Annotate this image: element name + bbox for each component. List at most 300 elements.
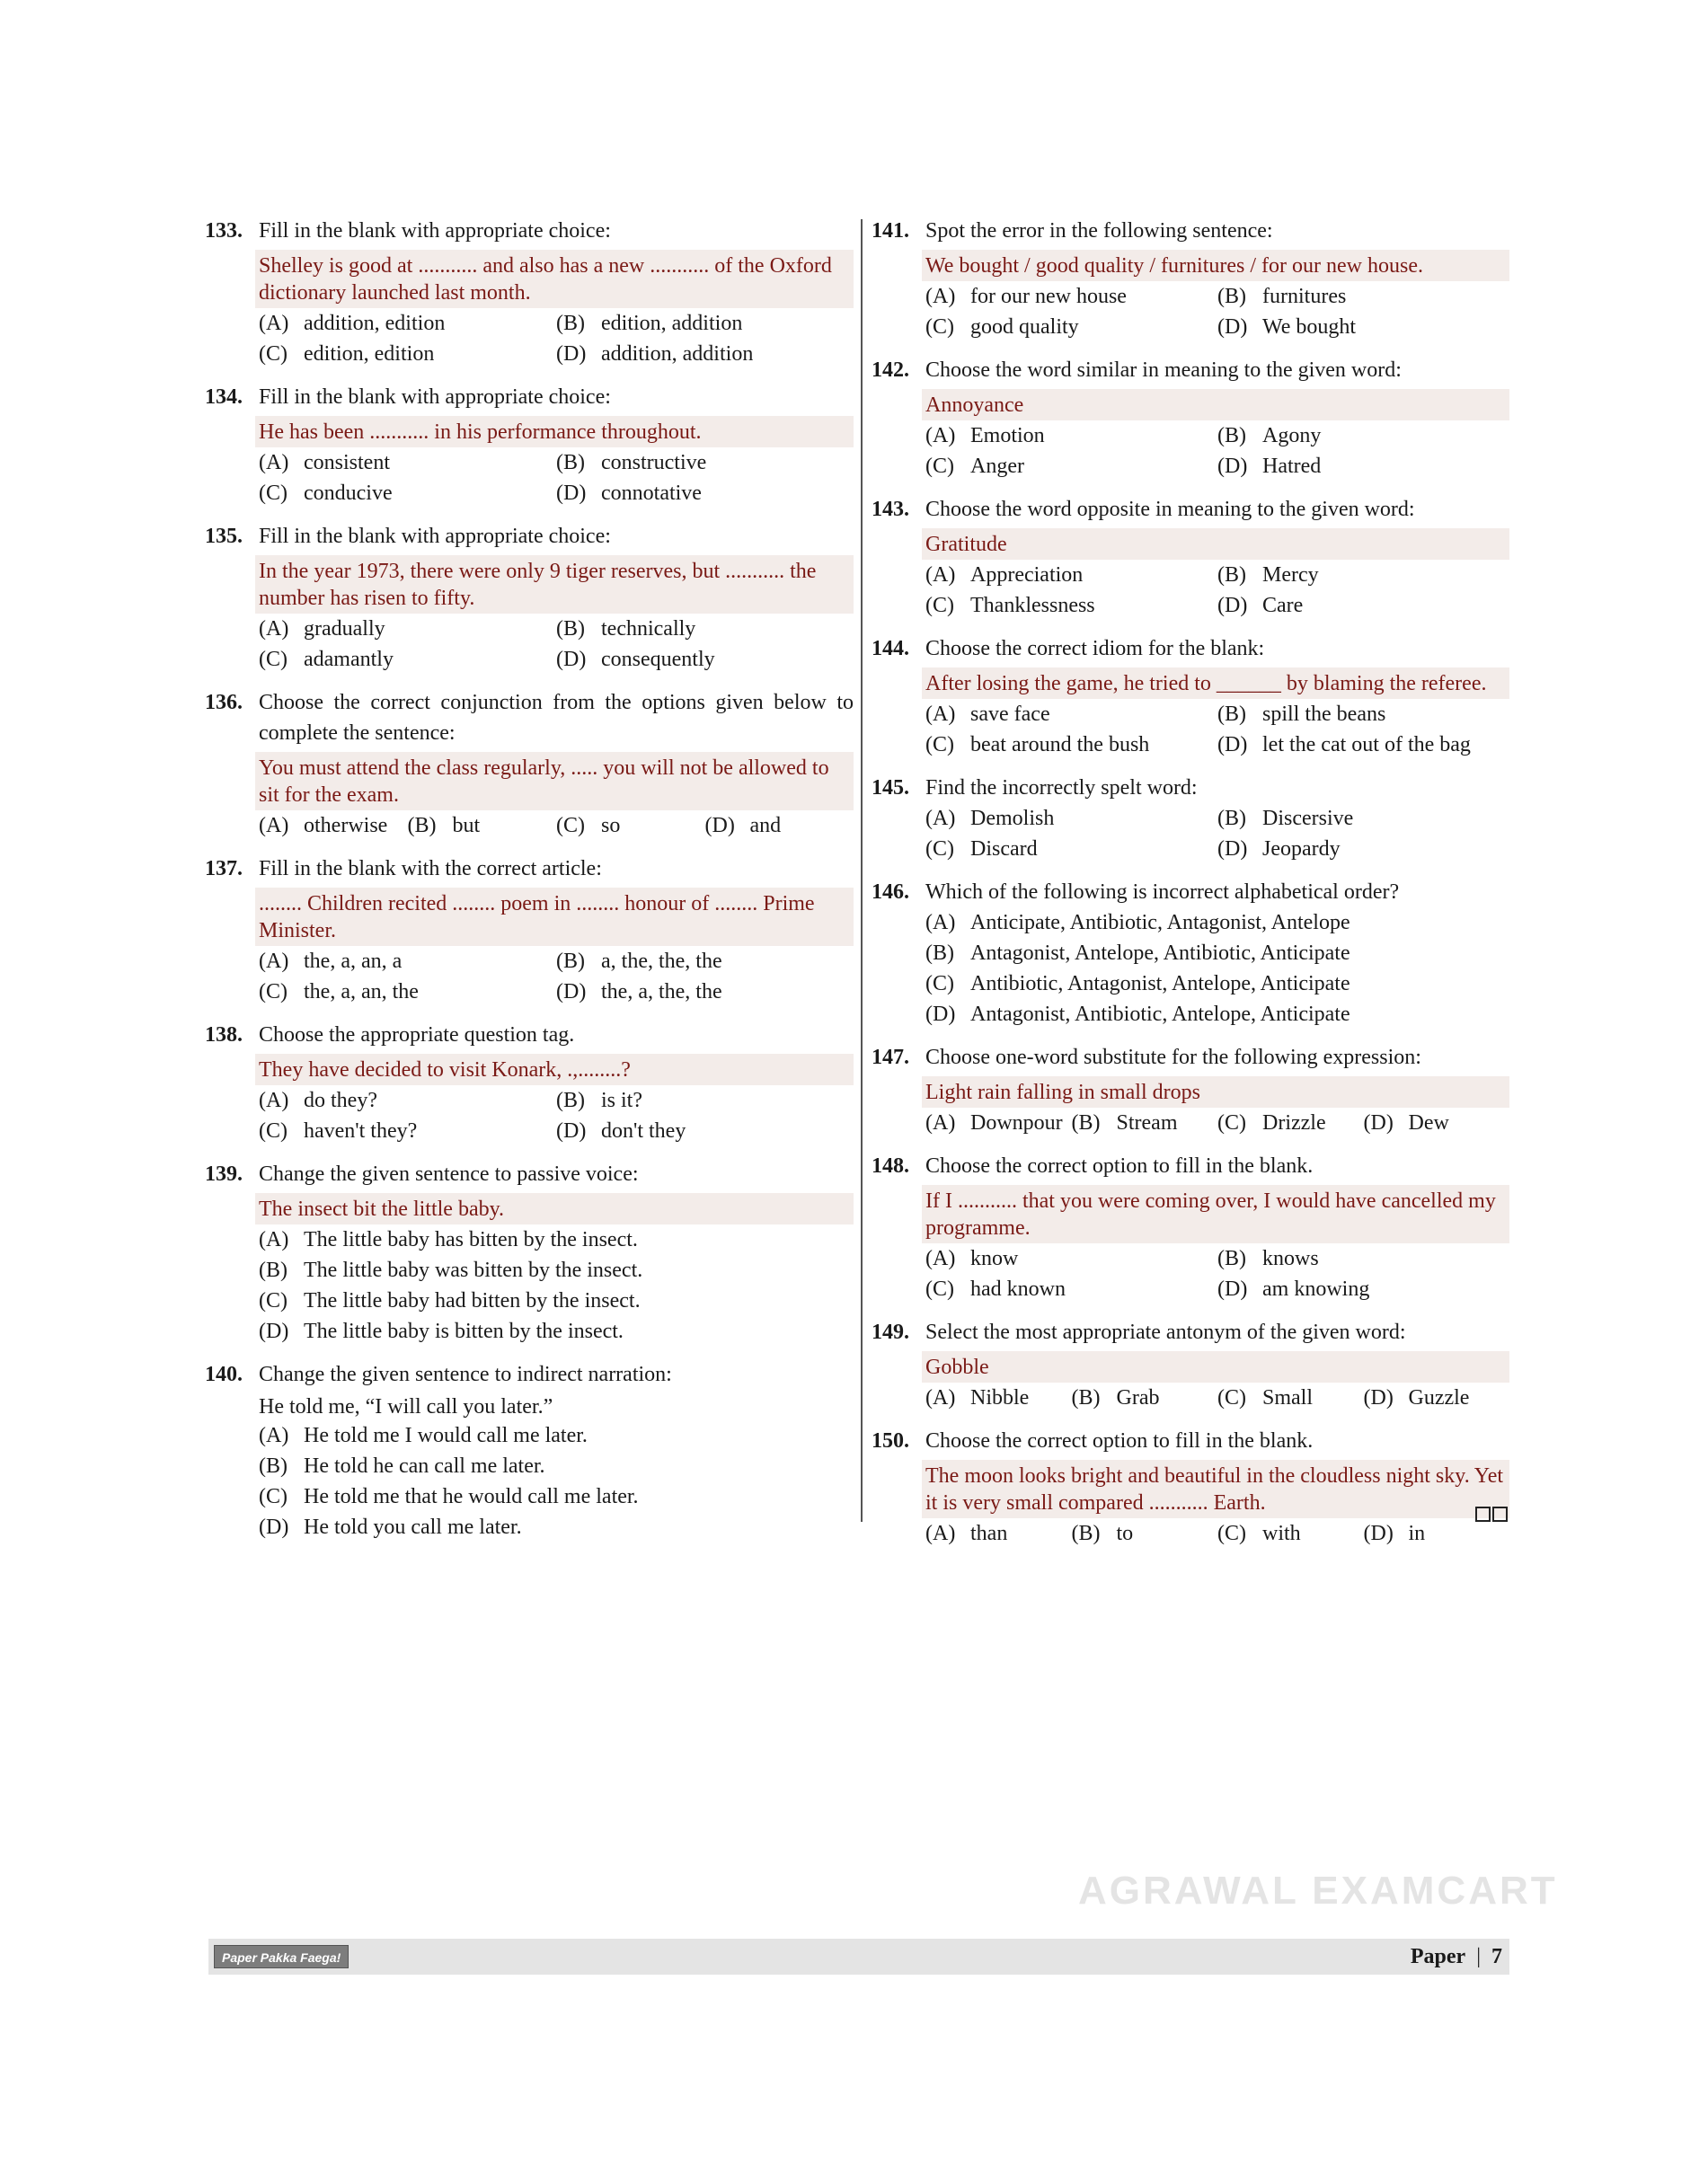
answer-option <box>1217 590 1509 621</box>
option-letter: (C) <box>925 315 954 339</box>
options-row <box>259 1286 854 1316</box>
option-text: haven't they? <box>304 1119 418 1143</box>
option-text: the, a, the, the <box>601 980 722 1003</box>
options-row <box>259 1224 854 1255</box>
answer-option <box>925 560 1217 590</box>
question-number: 146. <box>872 880 909 904</box>
question-body <box>925 1185 1509 1304</box>
question-prompt: Find the incorrectly spelt word: <box>925 776 1198 800</box>
option-text: Grab <box>1116 1386 1160 1410</box>
answer-option <box>705 810 854 841</box>
option-letter: (B) <box>407 814 437 837</box>
question-prompt: Change the given sentence to passive voice: <box>259 1162 639 1186</box>
option-text: but <box>452 814 481 837</box>
option-letter: (A) <box>259 814 289 837</box>
answer-option <box>556 977 854 1007</box>
answer-option <box>925 1383 1072 1413</box>
options-row <box>259 447 854 478</box>
option-text: edition, edition <box>304 342 435 366</box>
question-stem: You must attend the class regularly, ..... you will not be allowed to sit for the exam. <box>255 752 854 810</box>
question-item <box>205 853 854 1007</box>
option-text: than <box>970 1522 1008 1545</box>
question-body <box>259 250 854 369</box>
question-stem: In the year 1973, there were only 9 tiger reserves, but ........... the number has risen to fifty. <box>255 555 854 614</box>
option-text: a, the, the, the <box>601 950 722 973</box>
options-list <box>259 1085 854 1146</box>
option-letter: (C) <box>259 648 288 671</box>
answer-option <box>925 281 1217 312</box>
option-letter: (C) <box>1217 1111 1246 1135</box>
question-prompt: Fill in the blank with the correct article: <box>259 857 602 880</box>
option-letter: (D) <box>1363 1111 1394 1135</box>
option-letter: (D) <box>1217 733 1248 756</box>
option-text: spill the beans <box>1262 703 1386 726</box>
question-prompt: Choose the correct option to fill in the blank. <box>925 1154 1314 1178</box>
question-prompt: Fill in the blank with appropriate choice: <box>259 219 611 243</box>
options-row <box>259 1451 854 1481</box>
option-letter: (D) <box>1217 315 1248 339</box>
option-text: consequently <box>601 648 715 671</box>
answer-option <box>259 447 556 478</box>
question-item <box>872 1317 1509 1413</box>
option-letter: (C) <box>925 972 954 995</box>
question-item <box>205 521 854 675</box>
answer-option <box>925 590 1217 621</box>
question-stem: He has been ........... in his performance throughout. <box>255 416 854 447</box>
answer-option <box>259 614 556 644</box>
option-text: save face <box>970 703 1050 726</box>
option-letter: (D) <box>1363 1522 1394 1545</box>
question-stem: They have decided to visit Konark, .,........? <box>255 1054 854 1085</box>
options-row <box>259 977 854 1007</box>
option-text: know <box>970 1247 1019 1270</box>
answer-option <box>925 938 1350 968</box>
option-text: adamantly <box>304 648 394 671</box>
answer-option <box>556 1116 854 1146</box>
question-stem: The insect bit the little baby. <box>255 1193 854 1224</box>
answer-option <box>925 1243 1217 1274</box>
option-letter: (C) <box>925 594 954 617</box>
option-letter: (B) <box>259 1259 288 1282</box>
question-header <box>872 355 1509 385</box>
question-number: 150. <box>872 1429 909 1453</box>
question-stem: Light rain falling in small drops <box>922 1076 1509 1108</box>
question-header <box>872 494 1509 525</box>
answer-option <box>259 1420 588 1451</box>
option-text: The little baby was bitten by the insect. <box>304 1259 643 1282</box>
question-body <box>925 250 1509 342</box>
answer-option <box>1364 1108 1510 1138</box>
option-letter: (D) <box>1217 455 1248 478</box>
answer-option <box>259 977 556 1007</box>
option-text: Agony <box>1262 424 1322 447</box>
option-letter: (C) <box>925 455 954 478</box>
option-letter: (C) <box>259 1485 288 1508</box>
option-letter: (C) <box>259 980 288 1003</box>
answer-option <box>259 308 556 339</box>
option-text: the, a, an, the <box>304 980 419 1003</box>
options-list <box>925 1383 1509 1413</box>
options-row <box>259 1085 854 1116</box>
question-header <box>205 521 854 552</box>
option-letter: (A) <box>925 911 956 934</box>
question-body <box>259 555 854 675</box>
options-list <box>925 907 1509 1030</box>
question-body <box>925 389 1509 482</box>
answer-option <box>408 810 557 841</box>
options-row <box>925 938 1509 968</box>
option-text: otherwise <box>304 814 388 837</box>
question-item <box>205 216 854 369</box>
options-row <box>259 339 854 369</box>
options-row <box>259 308 854 339</box>
option-letter: (C) <box>1217 1522 1246 1545</box>
answer-option <box>259 1512 522 1543</box>
option-letter: (B) <box>1071 1111 1101 1135</box>
footer-label: Paper <box>1410 1945 1466 1968</box>
question-header <box>205 687 854 748</box>
answer-option <box>259 810 408 841</box>
options-row <box>925 312 1509 342</box>
option-text: to <box>1116 1522 1134 1545</box>
option-text: He told you call me later. <box>304 1516 522 1539</box>
answer-option <box>1217 699 1509 729</box>
question-body <box>925 1076 1509 1138</box>
answer-option <box>259 478 556 508</box>
answer-option <box>925 451 1217 482</box>
options-list <box>925 1518 1509 1549</box>
question-item <box>872 1151 1509 1304</box>
option-letter: (B) <box>1217 1247 1246 1270</box>
footer-page-info <box>1411 1939 1502 1975</box>
option-letter: (A) <box>259 617 289 641</box>
answer-option <box>1072 1383 1218 1413</box>
question-header <box>872 1042 1509 1073</box>
answer-option <box>259 1481 639 1512</box>
option-text: Discersive <box>1262 807 1354 830</box>
options-row <box>925 1243 1509 1274</box>
answer-option <box>259 1316 624 1347</box>
answer-option <box>259 1224 638 1255</box>
answer-option <box>556 478 854 508</box>
question-body <box>925 907 1509 1030</box>
options-list <box>259 308 854 369</box>
answer-option <box>556 339 854 369</box>
option-letter: (D) <box>556 342 587 366</box>
question-header <box>205 1159 854 1189</box>
publisher-watermark: AGRAWAL EXAMCART <box>1078 1869 1558 1913</box>
option-letter: (A) <box>259 950 289 973</box>
answer-option <box>1217 1243 1509 1274</box>
question-number: 145. <box>872 776 909 800</box>
answer-option <box>925 803 1217 834</box>
answer-option <box>1072 1518 1218 1549</box>
option-text: with <box>1262 1522 1301 1545</box>
answer-option <box>556 644 854 675</box>
question-item <box>872 355 1509 482</box>
answer-option <box>556 1085 854 1116</box>
option-text: addition, edition <box>304 312 446 335</box>
answer-option <box>1217 1383 1364 1413</box>
question-item <box>872 877 1509 1030</box>
options-row <box>925 560 1509 590</box>
option-letter: (D) <box>1363 1386 1394 1410</box>
answer-option <box>259 1255 642 1286</box>
option-letter: (A) <box>925 563 956 587</box>
options-row <box>259 1316 854 1347</box>
option-text: Discard <box>970 837 1038 861</box>
option-text: Stream <box>1116 1111 1178 1135</box>
question-stem: He told me, “I will call you later.” <box>259 1395 553 1419</box>
options-list <box>259 614 854 675</box>
question-number: 139. <box>205 1162 243 1186</box>
options-row <box>925 699 1509 729</box>
options-row <box>925 590 1509 621</box>
option-letter: (B) <box>556 312 585 335</box>
answer-option <box>1217 560 1509 590</box>
question-stem: We bought / good quality / furnitures / for our new house. <box>922 250 1509 281</box>
options-row <box>259 946 854 977</box>
option-text: Appreciation <box>970 563 1084 587</box>
answer-option <box>1217 729 1509 760</box>
answer-option <box>1217 1518 1364 1549</box>
answer-option <box>925 729 1217 760</box>
options-row <box>259 644 854 675</box>
option-text: furnitures <box>1262 285 1347 308</box>
option-letter: (B) <box>1217 424 1246 447</box>
option-text: and <box>749 814 782 837</box>
question-header <box>872 1151 1509 1181</box>
question-body <box>259 1054 854 1146</box>
question-prompt: Choose one-word substitute for the following expression: <box>925 1046 1421 1069</box>
option-letter: (B) <box>556 950 585 973</box>
options-row <box>925 451 1509 482</box>
answer-option <box>259 1451 545 1481</box>
question-item <box>872 773 1509 864</box>
answer-option <box>1217 281 1509 312</box>
end-of-section-mark <box>1473 1504 1508 1527</box>
option-letter: (A) <box>259 1424 289 1447</box>
question-body <box>925 528 1509 621</box>
options-list <box>259 1420 854 1543</box>
option-letter: (A) <box>259 451 289 474</box>
option-text: Antibiotic, Antagonist, Antelope, Anticipate <box>970 972 1350 995</box>
question-header <box>872 1317 1509 1348</box>
option-letter: (A) <box>925 424 956 447</box>
option-text: We bought <box>1262 315 1357 339</box>
question-body <box>259 888 854 1007</box>
question-item <box>872 1426 1509 1549</box>
answer-option <box>1217 1108 1364 1138</box>
options-list <box>259 810 854 841</box>
footer-logo: Paper Pakka Faega! <box>214 1945 349 1968</box>
answer-option <box>925 1108 1072 1138</box>
question-prompt: Choose the word similar in meaning to the given word: <box>925 358 1402 382</box>
option-text: He told me that he would call me later. <box>304 1485 639 1508</box>
option-text: consistent <box>304 451 390 474</box>
option-letter: (D) <box>1217 1277 1248 1301</box>
option-text: had known <box>970 1277 1066 1301</box>
options-row <box>259 1255 854 1286</box>
option-letter: (A) <box>925 1247 956 1270</box>
option-text: He told me I would call me later. <box>304 1424 588 1447</box>
question-prompt: Choose the word opposite in meaning to the given word: <box>925 498 1415 521</box>
option-text: is it? <box>601 1089 642 1112</box>
option-text: Hatred <box>1262 455 1322 478</box>
option-letter: (C) <box>259 342 288 366</box>
options-list <box>925 420 1509 482</box>
question-item <box>872 494 1509 621</box>
answer-option <box>259 1085 556 1116</box>
option-text: The little baby has bitten by the insect. <box>304 1228 638 1251</box>
answer-option <box>1217 1274 1509 1304</box>
option-text: Small <box>1262 1386 1314 1410</box>
option-letter: (A) <box>925 1111 956 1135</box>
option-text: so <box>601 814 621 837</box>
question-stem: ........ Children recited ........ poem in ........ honour of ........ Prime Minister. <box>255 888 854 946</box>
question-number: 144. <box>872 637 909 660</box>
answer-option <box>925 1518 1072 1549</box>
option-text: Downpour <box>970 1111 1063 1135</box>
right-column <box>872 216 1509 1561</box>
options-list <box>925 699 1509 760</box>
option-text: gradually <box>304 617 385 641</box>
option-text: Nibble <box>970 1386 1030 1410</box>
option-text: Demolish <box>970 807 1055 830</box>
option-text: for our new house <box>970 285 1127 308</box>
options-row <box>925 968 1509 999</box>
option-letter: (D) <box>556 648 587 671</box>
option-text: do they? <box>304 1089 377 1112</box>
question-prompt: Change the given sentence to indirect narration: <box>259 1363 672 1386</box>
option-text: Drizzle <box>1262 1111 1326 1135</box>
question-stem: The moon looks bright and beautiful in the cloudless night sky. Yet it is very small compared ........... Earth. <box>922 1460 1509 1518</box>
options-row <box>259 1420 854 1451</box>
question-number: 141. <box>872 219 909 243</box>
option-text: connotative <box>601 482 702 505</box>
options-list <box>925 560 1509 621</box>
option-text: the, a, an, a <box>304 950 403 973</box>
option-letter: (C) <box>259 482 288 505</box>
question-item <box>205 382 854 508</box>
answer-option <box>556 810 705 841</box>
options-row <box>259 1116 854 1146</box>
question-body <box>925 667 1509 760</box>
question-number: 135. <box>205 525 243 548</box>
option-letter: (A) <box>925 807 956 830</box>
answer-option <box>259 1286 641 1316</box>
option-letter: (D) <box>556 980 587 1003</box>
option-letter: (B) <box>259 1454 288 1478</box>
question-prompt: Choose the appropriate question tag. <box>259 1023 575 1047</box>
question-item <box>205 1159 854 1347</box>
options-row <box>925 281 1509 312</box>
answer-option <box>1217 834 1509 864</box>
options-row <box>925 907 1509 938</box>
question-item <box>205 1020 854 1146</box>
answer-option <box>556 447 854 478</box>
options-row <box>925 1108 1509 1138</box>
answer-option <box>259 644 556 675</box>
column-divider <box>861 219 863 1522</box>
answer-option <box>1217 420 1509 451</box>
options-row <box>259 1512 854 1543</box>
question-body <box>925 1460 1509 1549</box>
option-letter: (B) <box>1217 807 1246 830</box>
options-row <box>925 420 1509 451</box>
options-row <box>259 1481 854 1512</box>
question-stem: Gobble <box>922 1351 1509 1383</box>
question-body <box>259 752 854 841</box>
option-text: don't they <box>601 1119 686 1143</box>
option-letter: (A) <box>925 703 956 726</box>
option-text: The little baby had bitten by the insect. <box>304 1289 641 1313</box>
question-prompt: Which of the following is incorrect alphabetical order? <box>925 880 1400 904</box>
answer-option <box>259 1116 556 1146</box>
option-letter: (A) <box>259 1089 289 1112</box>
option-letter: (D) <box>259 1320 289 1343</box>
question-header <box>872 633 1509 664</box>
options-row <box>925 1383 1509 1413</box>
option-letter: (B) <box>1071 1522 1101 1545</box>
option-text: Guzzle <box>1408 1386 1470 1410</box>
option-letter: (D) <box>556 482 587 505</box>
options-list <box>259 946 854 1007</box>
question-header <box>205 1359 854 1390</box>
option-text: edition, addition <box>601 312 743 335</box>
options-row <box>925 1518 1509 1549</box>
answer-option <box>259 946 556 977</box>
answer-option <box>925 699 1217 729</box>
option-letter: (B) <box>1217 703 1246 726</box>
option-text: conducive <box>304 482 393 505</box>
answer-option <box>1217 312 1509 342</box>
option-text: Anger <box>970 455 1024 478</box>
answer-option <box>925 968 1350 999</box>
question-prompt: Choose the correct idiom for the blank: <box>925 637 1265 660</box>
question-number: 137. <box>205 857 243 880</box>
question-item <box>872 633 1509 760</box>
options-list <box>925 1108 1509 1138</box>
option-text: Antagonist, Antelope, Antibiotic, Anticipate <box>970 941 1350 965</box>
answer-option <box>925 834 1217 864</box>
question-item <box>872 1042 1509 1138</box>
option-letter: (A) <box>925 1522 956 1545</box>
question-prompt: Fill in the blank with appropriate choice: <box>259 525 611 548</box>
question-prompt: Choose the correct conjunction from the options given below to complete the sentence: <box>259 691 854 745</box>
option-text: technically <box>601 617 696 641</box>
options-row <box>259 478 854 508</box>
question-prompt: Spot the error in the following sentence: <box>925 219 1273 243</box>
option-letter: (C) <box>556 814 585 837</box>
question-stem: Shelley is good at ........... and also has a new ........... of the Oxford dictionary launched last month. <box>255 250 854 308</box>
question-number: 148. <box>872 1154 909 1178</box>
answer-option <box>1364 1383 1510 1413</box>
answer-option <box>1072 1108 1218 1138</box>
options-row <box>925 729 1509 760</box>
question-number: 142. <box>872 358 909 382</box>
answer-option <box>259 339 556 369</box>
option-letter: (C) <box>925 1277 954 1301</box>
option-text: Anticipate, Antibiotic, Antagonist, Antelope <box>970 911 1350 934</box>
option-letter: (C) <box>259 1289 288 1313</box>
options-row <box>259 810 854 841</box>
answer-option <box>556 308 854 339</box>
answer-option <box>556 946 854 977</box>
option-letter: (A) <box>925 1386 956 1410</box>
answer-option <box>1217 451 1509 482</box>
option-text: Dew <box>1408 1111 1449 1135</box>
